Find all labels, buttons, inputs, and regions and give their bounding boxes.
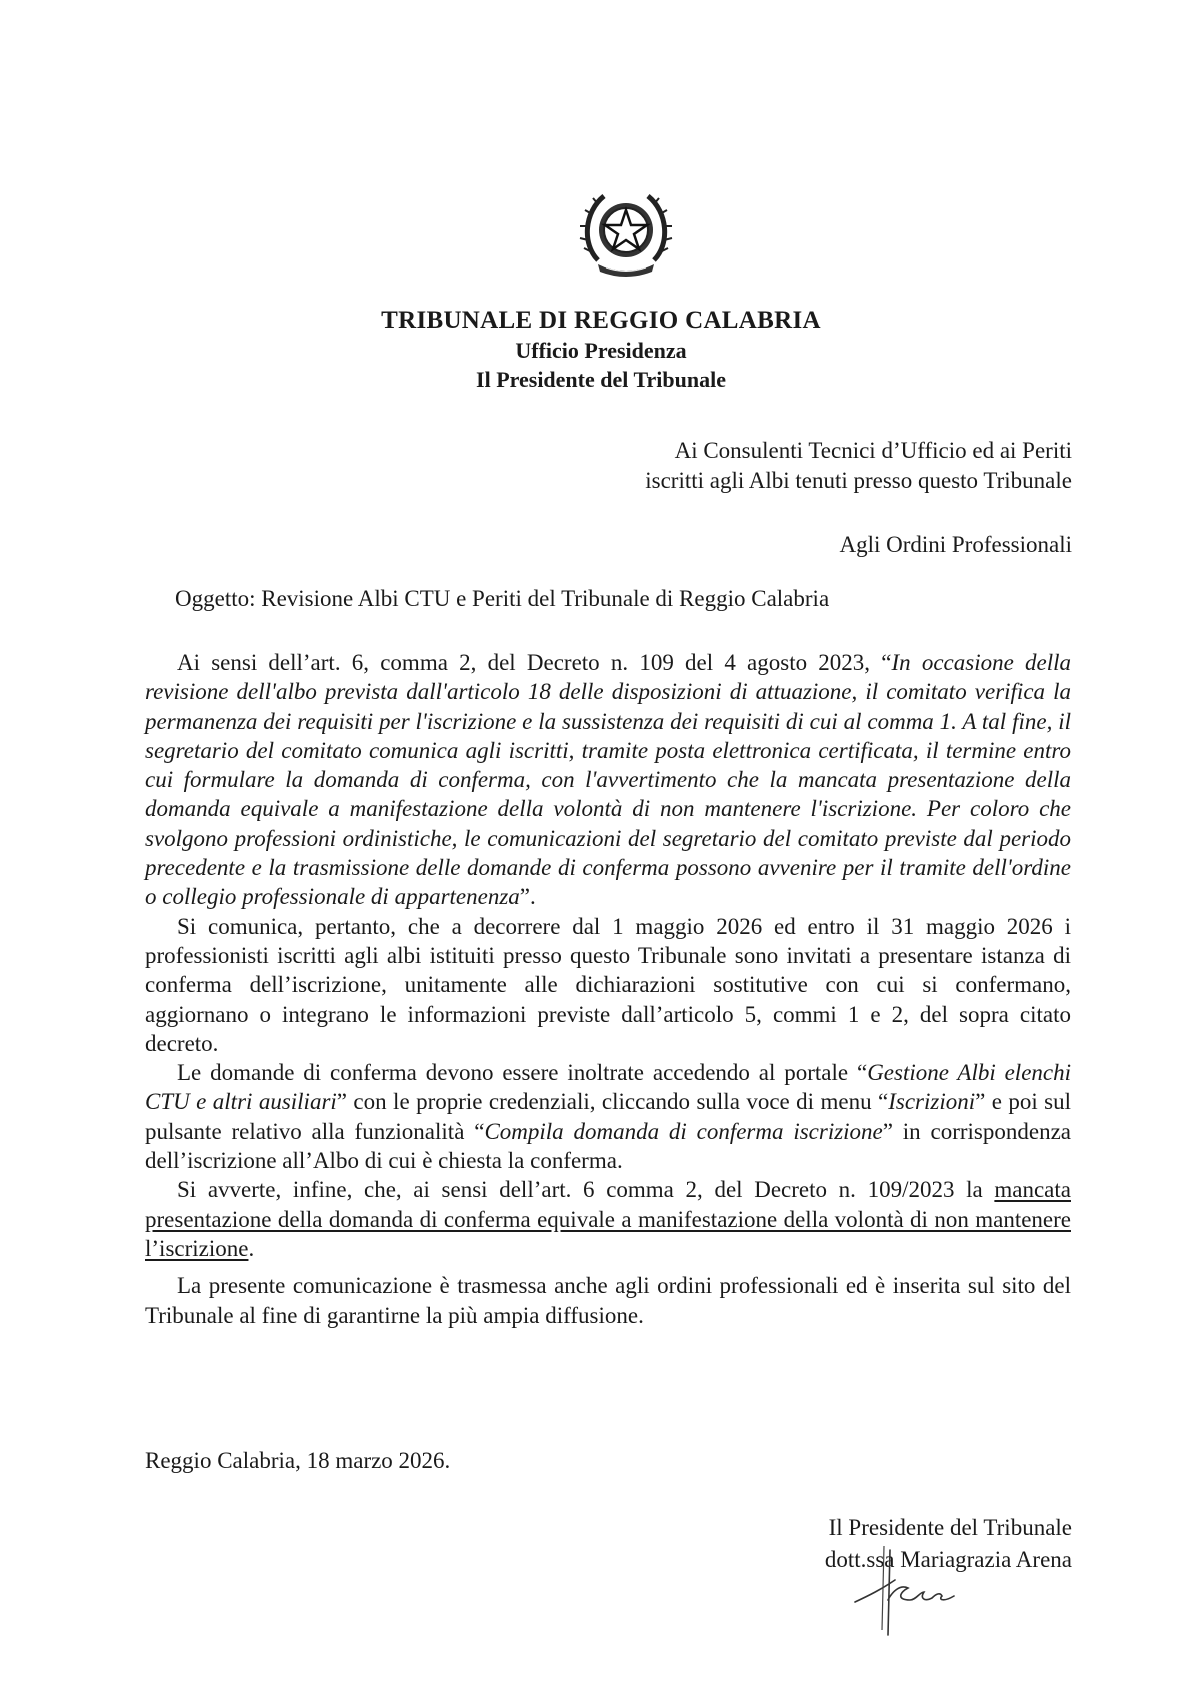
button-name: Compila domanda di conferma iscrizione [484, 1118, 883, 1144]
recipient-line: iscritti agli Albi tenuti presso questo Tribunale [645, 468, 1072, 493]
recipient-line: Ai Consulenti Tecnici d’Ufficio ed ai Periti [674, 438, 1072, 463]
paragraph-distribution: La presente comunicazione è trasmessa anche agli ordini professionali ed è inserita sul sito del Tribunale al fine di garantirne la più ampia diffusione. [145, 1273, 1071, 1328]
paragraph-deadline: Si comunica, pertanto, che a decorrere dal 1 maggio 2026 ed entro il 31 maggio 2026 i professionisti iscritti agli albi istituiti presso questo Tribunale sono invitati a presentare istanza di conferma dell’iscrizione, unitamente alle dichiarazioni sostitutive con cui si confermano, aggiornano o integrano le informazioni previste dall’articolo 5, commi 1 e 2, del sopra citato decreto. [145, 913, 1071, 1056]
recipients-block [645, 436, 1072, 560]
italian-republic-emblem-icon [578, 182, 674, 282]
sender-role: Il Presidente del Tribunale [476, 367, 726, 392]
signer-name: dott.ssa Mariagrazia Arena [824, 1547, 1072, 1572]
signer-role: Il Presidente del Tribunale [828, 1515, 1072, 1540]
handwritten-signature-icon [850, 1540, 1025, 1640]
office-name: Ufficio Presidenza [515, 338, 687, 363]
letter-body [145, 648, 1071, 1330]
quoted-decree-text: In occasione della revisione dell'albo prevista dall'articolo 18 delle disposizioni di attuazione, il comitato verifica la permanenza dei requisiti per l'iscrizione e la sussistenza dei requisiti di cui al comma 1. A tal fine, il segretario del comitato comunica agli iscritti, tramite posta elettronica certificata, il termine entro cui formulare la domanda di conferma, con l'avvertimento che la mancata presentazione della domanda equivale a manifestazione della volontà di non mantenere l'iscrizione. Per coloro che svolgono professioni ordinistiche, le comunicazioni del segretario del comitato previste dal periodo precedente e la trasmissione delle domande di conferma possono avvenire per il tramite dell'ordine o collegio professionale di appartenenza [145, 650, 1071, 910]
portal-name: Gestione Albi elenchi CTU e altri ausiliari [145, 1060, 1071, 1115]
place-and-date: Reggio Calabria, 18 marzo 2026. [145, 1448, 451, 1473]
paragraph-legal-reference: Ai sensi dell’art. 6, comma 2, del Decreto n. 109 del 4 agosto 2023, “In occasione della revisione dell'albo prevista dall'articolo 18 delle disposizioni di attuazione, il comitato verifica la permanenza dei requisiti per l'iscrizione e la sussistenza dei requisiti di cui al comma 1. A tal fine, il segretario del comitato comunica agli iscritti, tramite posta elettronica certificata, il termine entro cui formulare la domanda di conferma, con l'avvertimento che la mancata presentazione della domanda equivale a manifestazione della volontà di non mantenere l'iscrizione. Per coloro che svolgono professioni ordinistiche, le comunicazioni del segretario del comitato previste dal periodo precedente e la trasmissione delle domande di conferma possono avvenire per il tramite dell'ordine o collegio professionale di appartenenza”. [145, 650, 1071, 910]
recipient-line: Agli Ordini Professionali [839, 532, 1072, 557]
paragraph-portal-instructions: Le domande di conferma devono essere inoltrate accedendo al portale “Gestione Albi elenchi CTU e altri ausiliari” con le proprie credenziali, cliccando sulla voce di menu “Iscrizioni” e poi sul pulsante relativo alla funzionalità “Compila domanda di conferma iscrizione” in corrispondenza dell’iscrizione all’Albo di cui è chiesta la conferma. [145, 1060, 1071, 1174]
warning-underlined-text: mancata presentazione della domanda di conferma equivale a manifestazione della volontà di non mantenere l’iscrizione [145, 1177, 1071, 1261]
menu-item-name: Iscrizioni [888, 1089, 976, 1115]
institution-name: TRIBUNALE DI REGGIO CALABRIA [381, 307, 821, 334]
subject-line: Oggetto: Revisione Albi CTU e Periti del Tribunale di Reggio Calabria [175, 586, 830, 611]
paragraph-warning: Si avverte, infine, che, ai sensi dell’art. 6 comma 2, del Decreto n. 109/2023 la mancata presentazione della domanda di conferma equivale a manifestazione della volontà di non mantenere l’iscrizione. [145, 1177, 1071, 1261]
letterhead [0, 306, 1192, 394]
